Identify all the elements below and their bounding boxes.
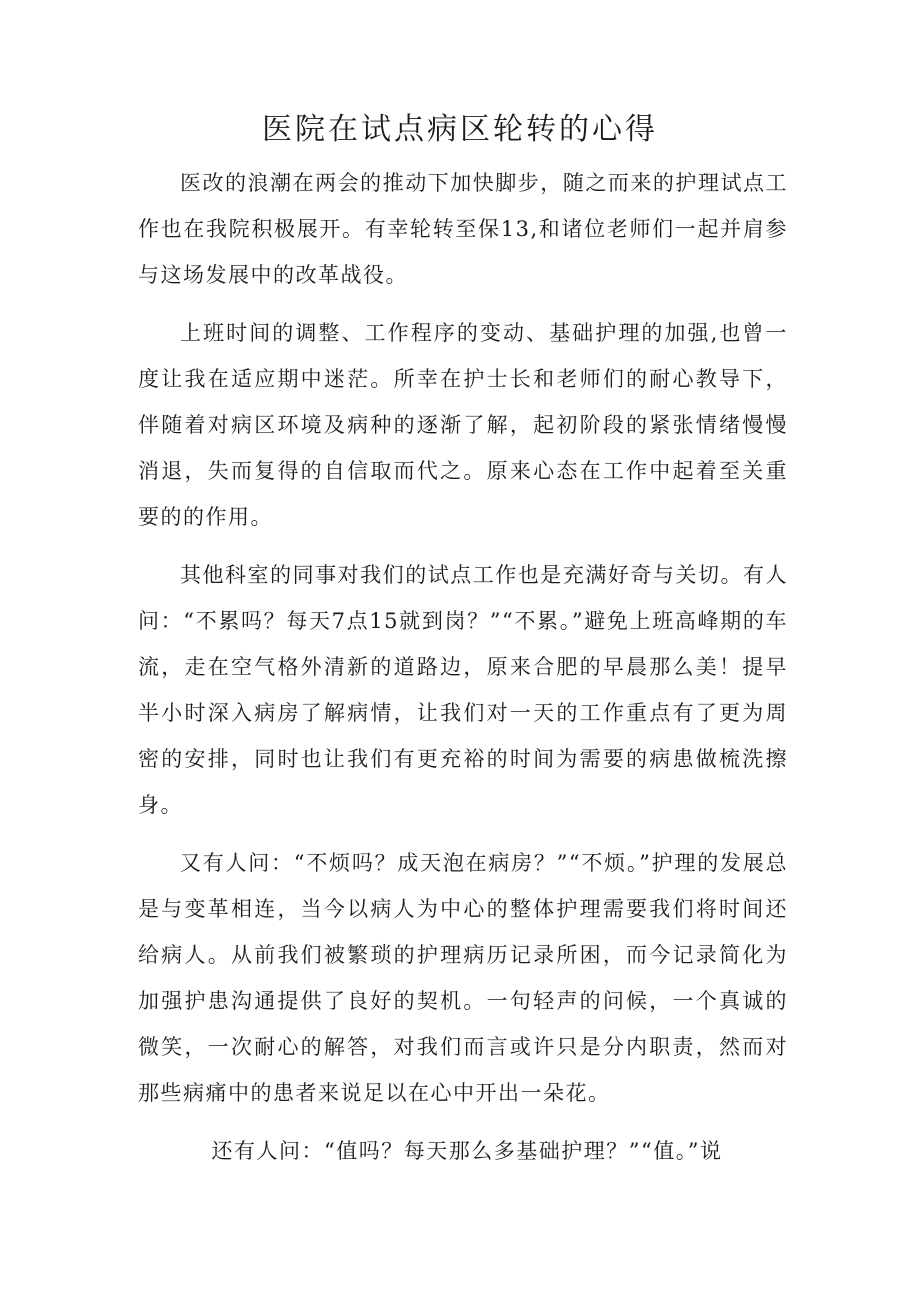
document-title: 医院在试点病区轮转的心得 [262,112,658,147]
paragraph-1: 医改的浪潮在两会的推动下加快脚步，随之而来的护理试点工作也在我院积极展开。有幸轮转至保13,和诸位老师们一起并肩参与这场发展中的改革战役。 [138,171,788,287]
paragraph-2: 上班时间的调整、工作程序的变动、基础护理的加强,也曾一度让我在适应期中迷茫。所幸在护士长和老师们的耐心教导下，伴随着对病区环境及病种的逐渐了解，起初阶段的紧张情绪慢慢消退，失而复得的自信取而代之。原来心态在工作中起着至关重要的的作用。 [138,321,788,529]
document-body [138,160,788,1186]
paragraph-5: 还有人问：“值吗？每天那么多基础护理？”“值。”说 [211,1139,723,1163]
paragraph-3: 其他科室的同事对我们的试点工作也是充满好奇与关切。有人问：“不累吗？每天7点15就到岗？”“不累。”避免上班高峰期的车流，走在空气格外清新的道路边，原来合肥的早晨那么美！提早半小时深入病房了解病情，让我们对一天的工作重点有了更为周密的安排，同时也让我们有更充裕的时间为需要的病患做梳洗擦身。 [138,563,788,817]
paragraph-4: 又有人问：“不烦吗？成天泡在病房？”“不烦。”护理的发展总是与变革相连，当今以病人为中心的整体护理需要我们将时间还给病人。从前我们被繁琐的护理病历记录所困，而今记录简化为加强护患沟通提供了良好的契机。一句轻声的问候，一个真诚的微笑，一次耐心的解答，对我们而言或许只是分内职责，然而对那些病痛中的患者来说足以在心中开出一朵花。 [138,851,788,1105]
